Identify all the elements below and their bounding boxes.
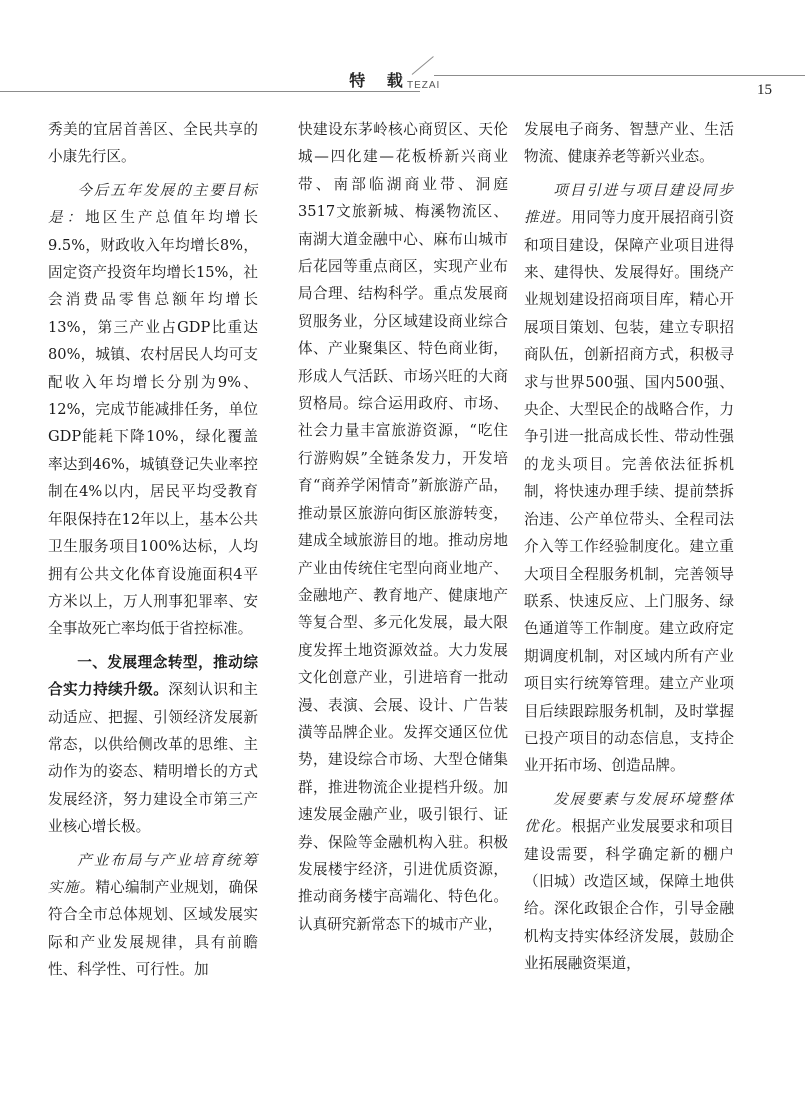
paragraph (48, 847, 258, 984)
page-header (0, 0, 805, 110)
paragraph-body: 深刻认识和主动适应、把握、引领经济发展新常态，以供给侧改革的思维、主动作为的姿态、精明增长的方式发展经济，努力建设全市第三产业核心增长极。 (48, 681, 258, 836)
paragraph: 快建设东茅岭核心商贸区、天伦城—四化建—花板桥新兴商业带、南部临湖商业带、洞庭3517文旅新城、梅溪物流区、南湖大道金融中心、麻布山城市后花园等重点商区，实现产业布局合理、结构科学。重点发展商贸服务业，分区域建设商业综合体、产业聚集区、特色商业街，形成人气活跃、市场兴旺的大商贸格局。综合运用政府、市场、社会力量丰富旅游资源，“吃住行游购娱”全链条发力，开发培育“商养学闲情奇”新旅游产品，推动景区旅游向街区旅游转变，建成全域旅游目的地。推动房地产业由传统住宅型向商业地产、金融地产、教育地产、健康地产等复合型、多元化发展，最大限度发挥土地资源效益。大力发展文化创意产业，引进培育一批动漫、表演、会展、设计、广告装潢等品牌企业。发挥交通区位优势，建设综合市场、大型仓储集群，推进物流企业提档升级。加速发展金融产业，吸引银行、证券、保险等金融机构入驻。积极发展楼宇经济，引进优质资源，推动商务楼宇高端化、特色化。认真研究新常态下的城市产业， (298, 121, 508, 933)
section-latin-label: TEZAI (407, 80, 441, 91)
paragraph (524, 786, 734, 978)
text-column-1 (48, 116, 258, 984)
paragraph-body: 地区生产总值年均增长9.5%，财政收入年均增长8%，固定资产投资年均增长15%，社会消费品零售总额年均增长13%，第三产业占GDP比重达80%，城镇、农村居民人均可支配收入年均增长分别为9%、12%，完成节能减排任务，单位GDP能耗下降10%，绿化覆盖率达到46%，城镇登记失业率控制在4%以内，居民平均受教育年限保持在12年以上，基本公共卫生服务项目100%达标，人均拥有公共文化体育设施面积4平方米以上，万人刑事犯罪率、安全事故死亡率均低于省控标准。 (48, 209, 258, 638)
paragraph (48, 177, 258, 643)
subheading: 项目引进与项目建设同步推进。 (524, 181, 734, 227)
paragraph: 发展电子商务、智慧产业、生活物流、健康养老等新兴业态。 (524, 121, 734, 166)
section-heading: 一、发展理念转型，推动综合实力持续升级。 (48, 653, 258, 699)
text-column-3 (524, 116, 734, 978)
paragraph-body: 用同等力度开展招商引资和项目建设，保障产业项目进得来、建得快、发展得好。围绕产业规划建设招商项目库，精心开展项目策划、包装，建立专职招商队伍，创新招商方式，积极寻求与世界500强、国内500强、央企、大型民企的战略合作，力争引进一批高成长性、带动性强的龙头项目。完善依法征拆机制，将快速办理手续、提前禁拆治违、公产单位带头、全程司法介入等工作经验制度化。建立重大项目全程服务机制，完善领导联系、快速反应、上门服务、绿色通道等工作制度。建立政府定期调度机制，对区域内所有产业项目实行统筹管理。建立产业项目后续跟踪服务机制，及时掌握已投产项目的动态信息，支持企业开拓市场、创造品牌。 (524, 209, 734, 775)
paragraph-body: 精心编制产业规划，确保符合全市总体规划、区域发展实际和产业发展规律，具有前瞻性、科学性、可行性。加 (48, 878, 258, 979)
paragraph-body: 根据产业发展要求和项目建设需要，科学确定新的棚户（旧城）改造区域，保障土地供给。深化政银企合作，引导金融机构支持实体经济发展，鼓励企业拓展融资渠道， (524, 818, 734, 973)
paragraph: 秀美的宜居首善区、全民共享的小康先行区。 (48, 121, 258, 166)
header-rule-left (0, 91, 420, 92)
page-number: 15 (757, 82, 772, 98)
paragraph (524, 177, 734, 780)
text-column-2 (298, 116, 508, 938)
subheading: 发展要素与发展环境整体优化。 (524, 790, 734, 836)
subheading: 今后五年发展的主要目标是： (48, 181, 258, 227)
paragraph (48, 649, 258, 841)
subheading: 产业布局与产业培育统筹实施。 (48, 851, 258, 896)
section-title: 特 载 (349, 71, 411, 90)
